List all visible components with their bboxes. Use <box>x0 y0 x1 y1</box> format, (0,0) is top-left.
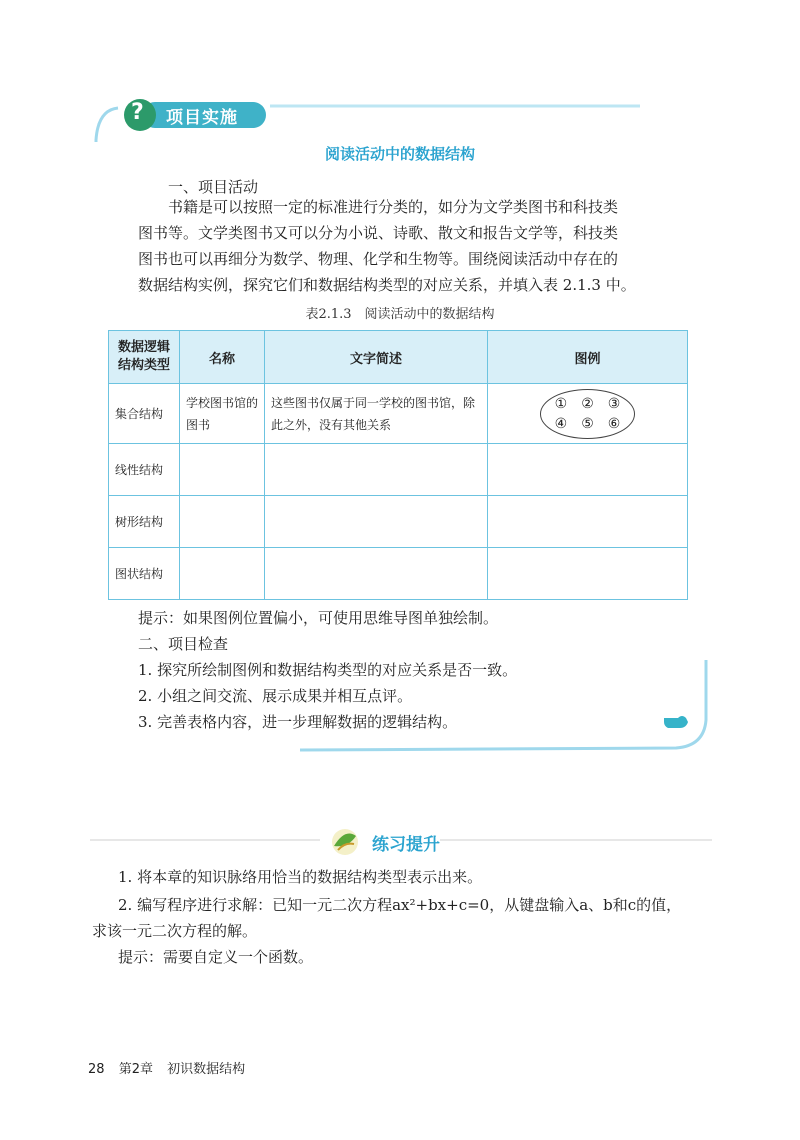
header-desc: 文字简述 <box>265 331 488 384</box>
practice-title: 练习提升 <box>372 835 440 855</box>
row-name <box>180 548 265 600</box>
data-structure-table <box>108 330 688 600</box>
chapter-number: 第2章 <box>118 1062 153 1077</box>
activity-paragraph <box>138 194 678 298</box>
practice-leaf-icon <box>328 822 362 856</box>
legend-top: ① ② ③ <box>554 395 621 412</box>
paragraph-line: 图书也可以再细分为数学、物理、化学和生物等。围绕阅读活动中存在的 <box>138 250 619 268</box>
practice-item: 1. 将本章的知识脉络用恰当的数据结构类型表示出来。 <box>118 868 483 886</box>
row-legend <box>488 496 688 548</box>
tip-line: 提示：如果图例位置偏小，可使用思维导图单独绘制。 <box>138 609 499 627</box>
legend-bottom: ④ ⑤ ⑥ <box>554 415 621 432</box>
row-type: 图状结构 <box>109 548 180 600</box>
row-desc: 这些图书仅属于同一学校的图书馆，除此之外，没有其他关系 <box>265 384 488 444</box>
header-name: 名称 <box>180 331 265 384</box>
row-legend <box>488 548 688 600</box>
table-row <box>109 444 688 496</box>
header-type: 数据逻辑结构类型 <box>109 331 180 384</box>
row-name: 学校图书馆的图书 <box>180 384 265 444</box>
row-desc <box>265 496 488 548</box>
table-row <box>109 496 688 548</box>
check-item: 3. 完善表格内容，进一步理解数据的逻辑结构。 <box>138 713 458 731</box>
table-caption: 表2.1.3 阅读活动中的数据结构 <box>305 307 495 322</box>
check-heading: 二、项目检查 <box>138 635 229 653</box>
pointing-hand-icon <box>662 710 690 730</box>
row-type: 集合结构 <box>109 384 180 444</box>
page-footer <box>88 1058 255 1077</box>
page-number: 28 <box>88 1062 105 1077</box>
table-row <box>109 384 688 444</box>
practice-item-cont: 求该一元二次方程的解。 <box>92 922 258 940</box>
practice-item: 2. 编写程序进行求解：已知一元二次方程ax²+bx+c=0，从键盘输入a、b和c的值， <box>118 896 682 914</box>
check-item: 2. 小组之间交流、展示成果并相互点评。 <box>138 687 413 705</box>
row-name <box>180 496 265 548</box>
header-legend: 图例 <box>488 331 688 384</box>
row-desc <box>265 444 488 496</box>
paragraph-line: 数据结构实例，探究它们和数据结构类型的对应关系，并填入表 2.1.3 中。 <box>138 276 636 294</box>
row-desc <box>265 548 488 600</box>
row-type: 线性结构 <box>109 444 180 496</box>
row-legend <box>488 444 688 496</box>
row-legend <box>488 384 688 444</box>
practice-tip: 提示：需要自定义一个函数。 <box>118 948 314 966</box>
row-name <box>180 444 265 496</box>
paragraph-line: 书籍是可以按照一定的标准进行分类的，如分为文学类图书和科技类 <box>168 198 619 216</box>
activity-heading: 一、项目活动 <box>168 178 259 196</box>
row-type: 树形结构 <box>109 496 180 548</box>
table-header-row <box>109 331 688 384</box>
paragraph-line: 图书等。文学类图书又可以分为小说、诗歌、散文和报告文学等，科技类 <box>138 224 619 242</box>
table-row <box>109 548 688 600</box>
section-title: 阅读活动中的数据结构 <box>324 145 475 163</box>
check-item: 1. 探究所绘制图例和数据结构类型的对应关系是否一致。 <box>138 661 518 679</box>
badge-label: 项目实施 <box>166 108 238 128</box>
question-icon: ? <box>131 100 144 125</box>
chapter-title: 初识数据结构 <box>167 1062 246 1077</box>
set-legend-ellipse <box>540 389 636 439</box>
